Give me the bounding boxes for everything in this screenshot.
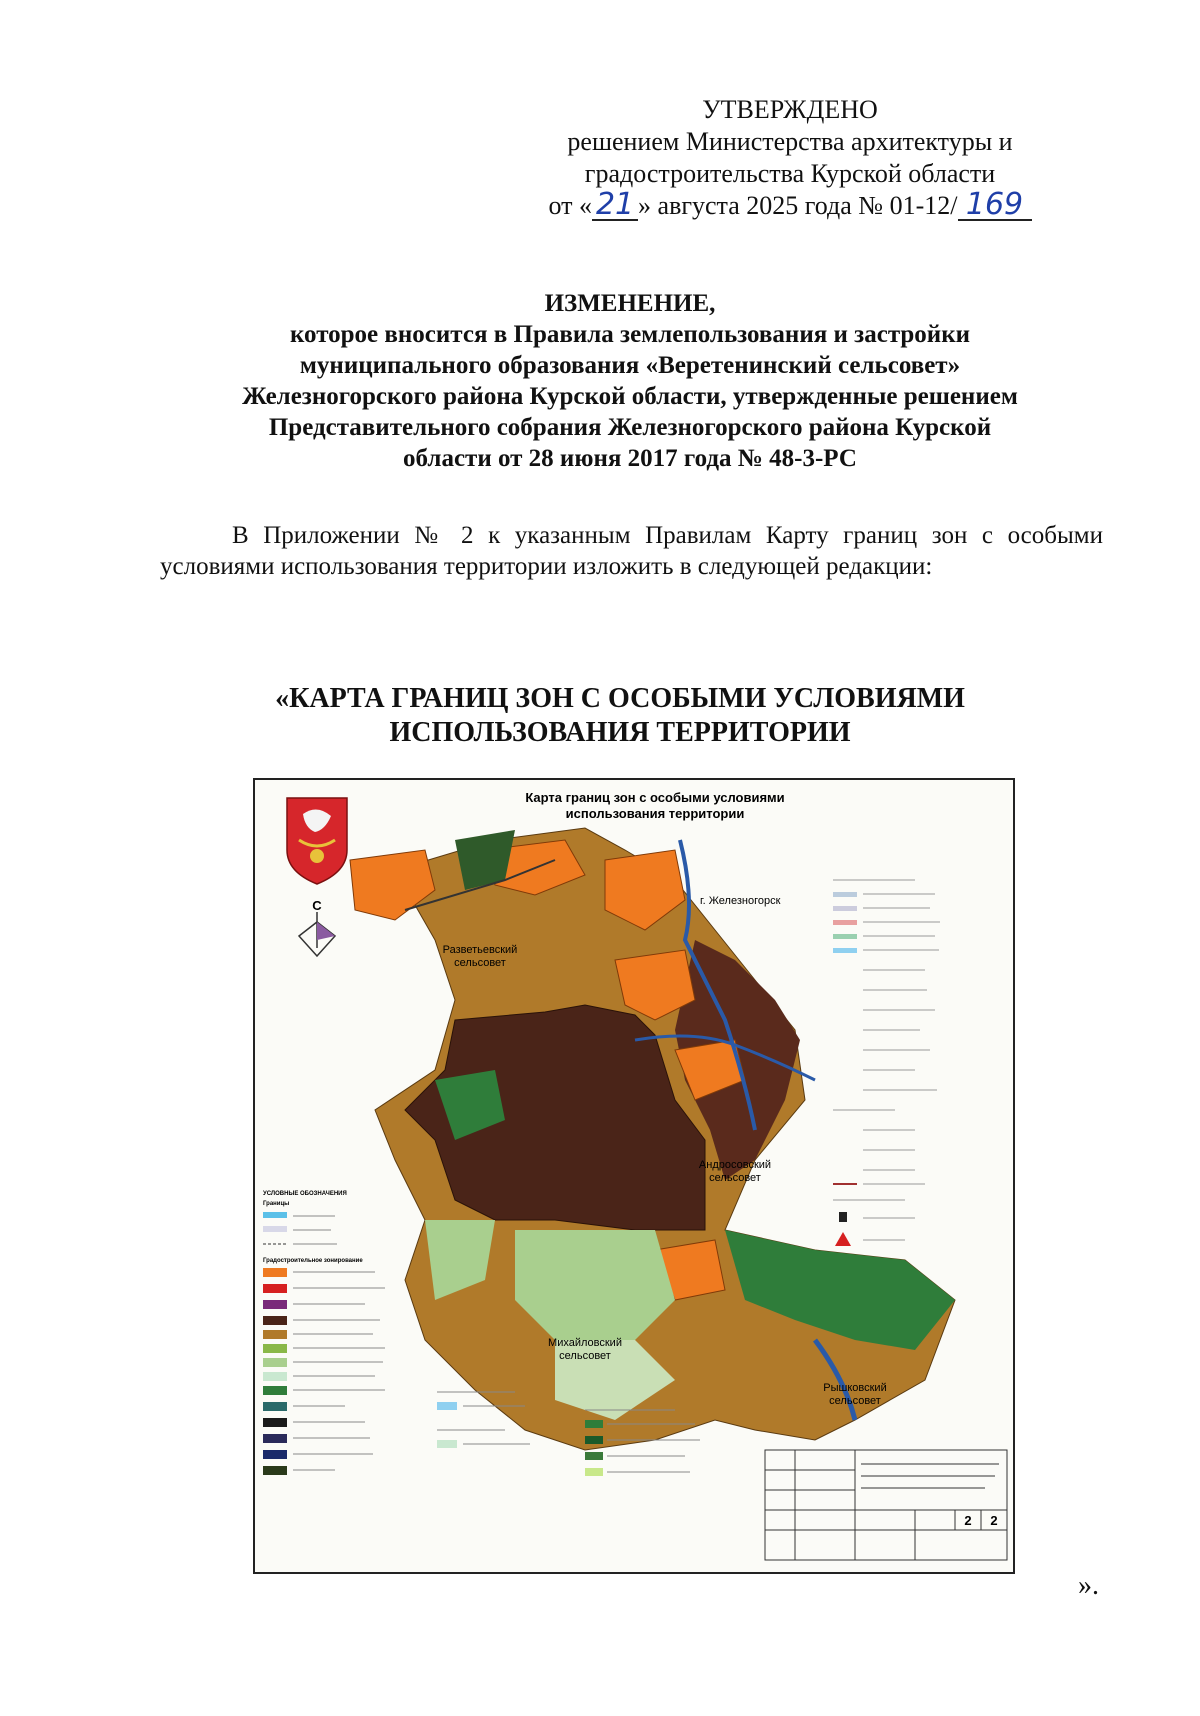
heading-line-3: муниципального образования «Веретенинский сельсовет»: [299, 352, 961, 379]
label-mikhaylovsky-1: Михайловский: [548, 1337, 622, 1349]
north-arrow-icon: [299, 912, 335, 956]
sheet-total: 2: [990, 1513, 998, 1528]
approval-line-3: градостроительства Курской области: [584, 159, 996, 188]
legend-title: УСЛОВНЫЕ ОБОЗНАЧЕНИЯ: [263, 1191, 347, 1197]
closing-quote-mark: ».: [1078, 1570, 1099, 1601]
handwritten-day: 21: [592, 191, 638, 221]
sheet-number: 2: [964, 1513, 972, 1528]
legend-left: [263, 1191, 385, 1475]
label-zheleznogorsk: г. Железногорск: [700, 895, 781, 907]
map-inner-title-line-2: использования территории: [565, 806, 745, 821]
document-heading: [150, 288, 1110, 474]
approval-title: УТВЕРЖДЕНО: [702, 95, 878, 124]
date-prefix: от «: [548, 191, 593, 220]
north-label: С: [312, 898, 322, 913]
territory-polygons: [350, 828, 955, 1450]
label-ryshkovsky-1: Рышковский: [823, 1382, 887, 1394]
heading-line-6: области от 28 июня 2017 года № 48-3-РС: [403, 445, 857, 472]
map-section-title: [170, 682, 1070, 750]
handwritten-doc-number: 169: [958, 191, 1032, 221]
label-razvetyevsky-1: Разветьевский: [442, 944, 518, 956]
zone-map-svg: [255, 780, 1013, 1572]
heading-line-1: ИЗМЕНЕНИЕ,: [544, 290, 716, 317]
label-androsovsky-1: Андросовский: [698, 1159, 772, 1171]
legend-zoning-heading: Градостроительное зонирование: [263, 1258, 363, 1264]
body-paragraph: В Приложении № 2 к указанным Правилам Карту границ зон с особыми условиями использования территории изложить в следующей редакции:: [160, 522, 1103, 580]
label-ryshkovsky-2: сельсовет: [829, 1395, 881, 1407]
approval-block: [520, 94, 1060, 222]
date-middle: » августа 2025 года № 01-12/: [638, 191, 958, 220]
heading-line-2: которое вносится в Правила землепользования и застройки: [289, 321, 971, 348]
label-mikhaylovsky-2: сельсовет: [559, 1350, 611, 1362]
label-androsovsky-2: сельсовет: [709, 1172, 761, 1184]
legend-boundaries-heading: Границы: [263, 1201, 290, 1207]
coat-of-arms-icon: [287, 798, 347, 884]
label-razvetyevsky-2: сельсовет: [454, 957, 506, 969]
map-title-block: [765, 1450, 1007, 1560]
heading-line-4: Железногорского района Курской области, утвержденные решением: [242, 383, 1018, 410]
map-section-title-line-2: ИСПОЛЬЗОВАНИЯ ТЕРРИТОРИИ: [389, 717, 851, 748]
zone-map: [253, 778, 1015, 1574]
approval-line-2: решением Министерства архитектуры и: [567, 127, 1013, 156]
legend-right: [833, 880, 940, 1246]
approval-date-line: [520, 187, 1060, 222]
map-section-title-line-1: «КАРТА ГРАНИЦ ЗОН С ОСОБЫМИ УСЛОВИЯМИ: [275, 683, 965, 714]
map-inner-title-line-1: Карта границ зон с особыми условиями: [525, 790, 785, 805]
heading-line-5: Представительного собрания Железногорского района Курской: [268, 414, 992, 441]
